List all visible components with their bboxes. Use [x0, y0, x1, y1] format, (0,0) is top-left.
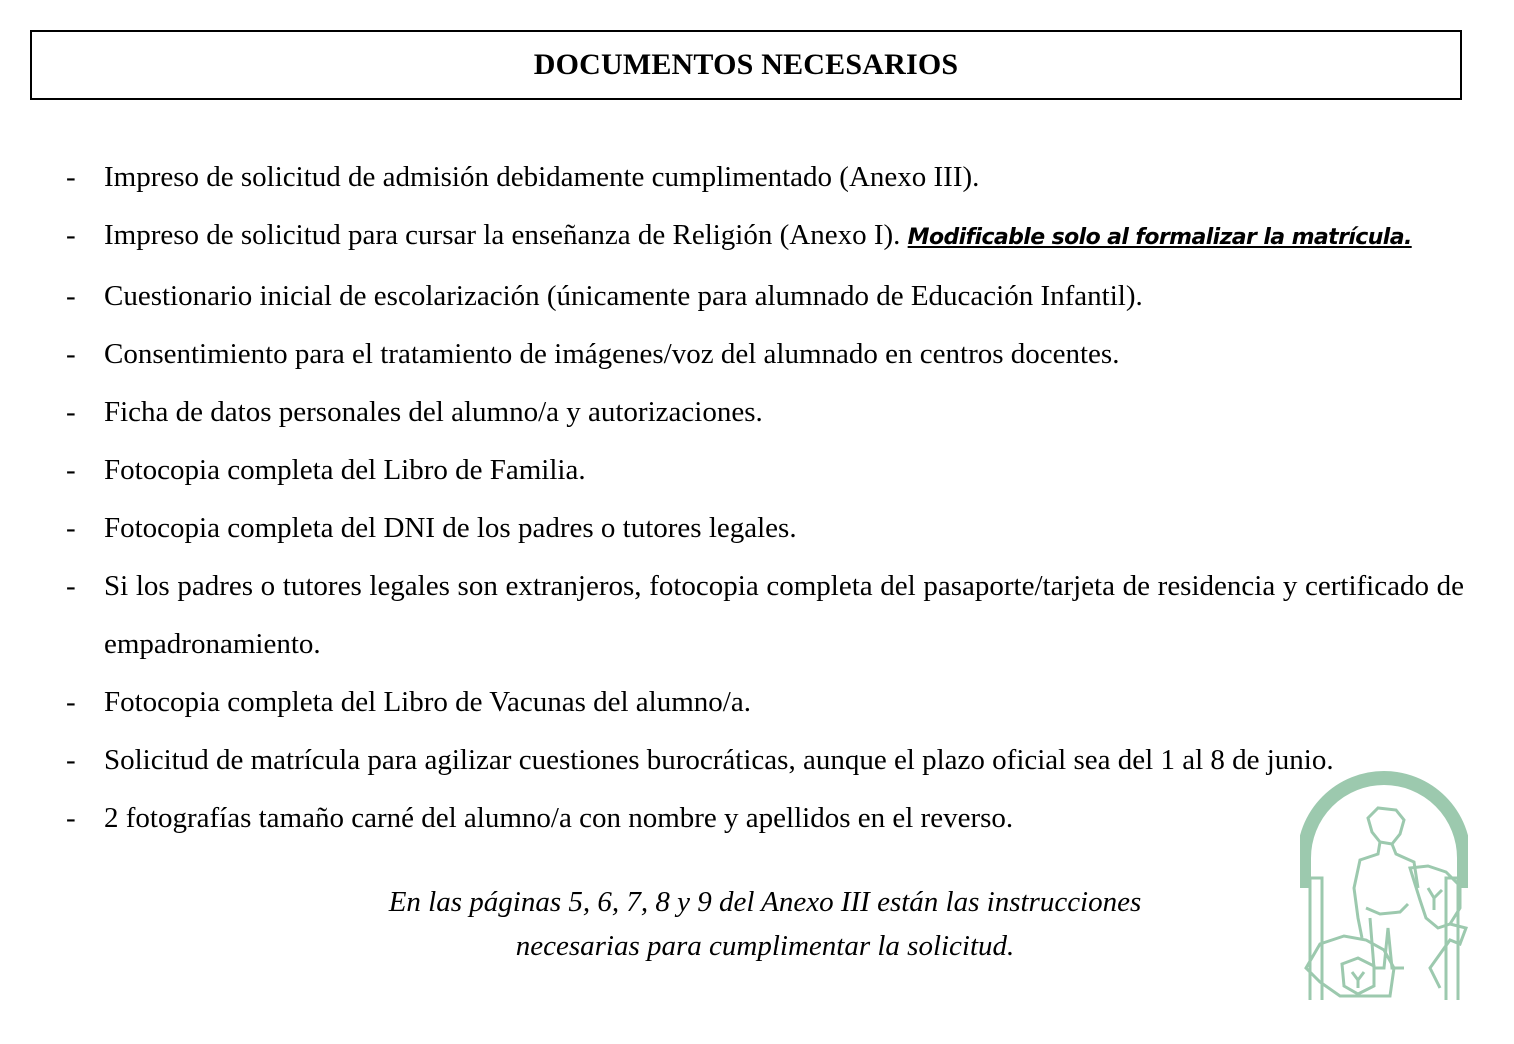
- list-item: [66, 325, 1466, 383]
- bullet-dash: -: [66, 280, 76, 312]
- list-item: [66, 557, 1464, 673]
- bullet-dash: -: [66, 219, 76, 251]
- list-item-text: 2 fotografías tamaño carné del alumno/a con nombre y apellidos en el reverso.: [104, 802, 1014, 834]
- list-item: [66, 499, 1466, 557]
- list-item: [66, 731, 1466, 789]
- list-item-text: Impreso de solicitud de admisión debidamente cumplimentado (Anexo III).: [104, 161, 980, 193]
- bullet-dash: -: [66, 454, 76, 486]
- list-item-text: Ficha de datos personales del alumno/a y autorizaciones.: [104, 396, 763, 428]
- list-item: [66, 148, 1466, 206]
- bullet-dash: -: [66, 161, 76, 193]
- documents-list: [66, 148, 1466, 847]
- note-line-1: En las páginas 5, 6, 7, 8 y 9 del Anexo III están las instrucciones: [388, 886, 1142, 918]
- instructions-note: [300, 880, 1230, 968]
- list-item: [66, 267, 1466, 325]
- list-item-text: Fotocopia completa del DNI de los padres o tutores legales.: [104, 512, 797, 544]
- list-item: [66, 789, 1466, 847]
- list-item: [66, 383, 1466, 441]
- emphasis-note: Modificable solo al formalizar la matrícula.: [907, 225, 1412, 250]
- bullet-dash: -: [66, 802, 76, 834]
- list-item-text: Fotocopia completa del Libro de Familia.: [104, 454, 586, 486]
- bullet-dash: -: [66, 686, 76, 718]
- note-line-2: necesarias para cumplimentar la solicitud.: [515, 930, 1015, 962]
- bullet-dash: -: [66, 512, 76, 544]
- list-item-text: Impreso de solicitud para cursar la enseñanza de Religión (Anexo I).: [104, 219, 908, 251]
- bullet-dash: -: [66, 744, 76, 776]
- title-box: [30, 30, 1462, 100]
- list-item-text: Consentimiento para el tratamiento de imágenes/voz del alumnado en centros docentes.: [104, 338, 1120, 370]
- list-item-text: Cuestionario inicial de escolarización (únicamente para alumnado de Educación Infantil).: [104, 280, 1143, 312]
- bullet-dash: -: [66, 570, 76, 602]
- junta-andalucia-emblem-icon: [1300, 768, 1468, 1000]
- list-item: [66, 673, 1466, 731]
- bullet-dash: -: [66, 396, 76, 428]
- list-item-text: Fotocopia completa del Libro de Vacunas del alumno/a.: [104, 686, 751, 718]
- list-item-text: Solicitud de matrícula para agilizar cuestiones burocráticas, aunque el plazo oficial sea del 1 al 8 de junio.: [104, 744, 1334, 776]
- list-item-text: Si los padres o tutores legales son extranjeros, fotocopia completa del pasaporte/tarjeta de residencia y certificado de empadronamiento.: [104, 570, 1464, 660]
- list-item: [66, 206, 1466, 267]
- bullet-dash: -: [66, 338, 76, 370]
- list-item: [66, 441, 1466, 499]
- page-title: DOCUMENTOS NECESARIOS: [533, 48, 959, 81]
